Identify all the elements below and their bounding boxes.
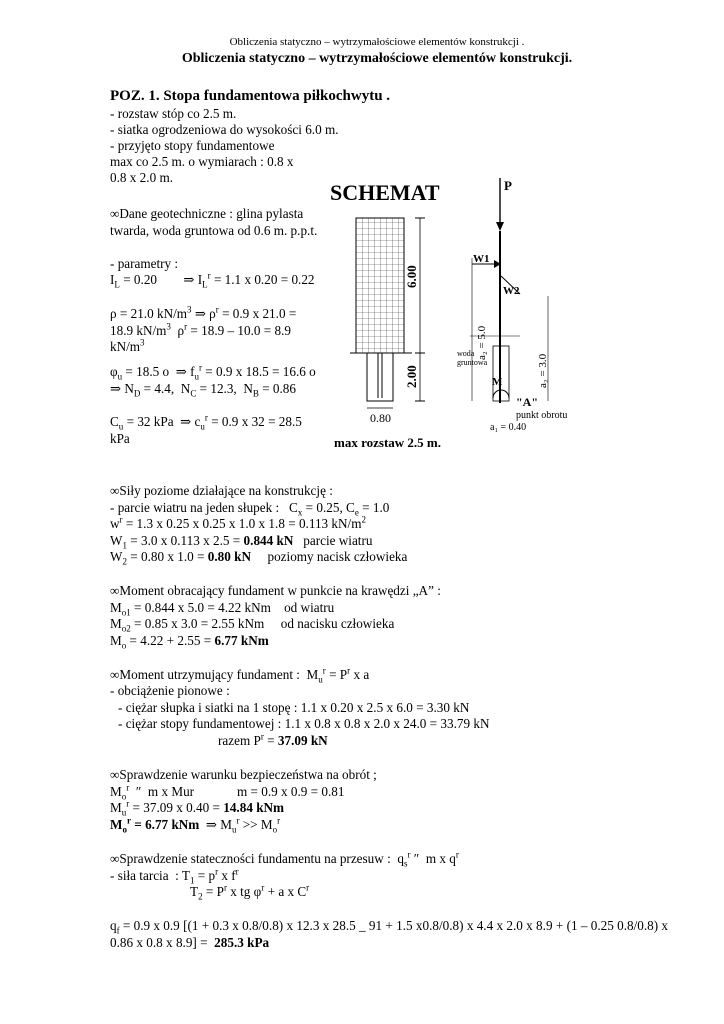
dim-0-80: 0.80 (370, 411, 391, 425)
sliding-check-heading: ∞Sprawdzenie stateczności fundamentu na przesuw : $q_s^r$ ″ m x $q^r$ (110, 849, 459, 869)
label-m: M (492, 376, 503, 388)
foundation-block (367, 353, 393, 401)
label-a: "A" (516, 395, 538, 409)
dim-a2-5: a₂ = 5.0 (476, 325, 488, 360)
intro-line-2: - siatka ogrodzeniowa do wysokości 6.0 m. (110, 122, 339, 137)
label-gruntowa: gruntowa (457, 358, 488, 367)
wind-params: - parcie wiatru na jeden słupek : $C_x = 0.25$, $C_e = 1.0$ (110, 500, 390, 518)
document-heading: Obliczenia statyczno – wytrzymałościowe elementów konstrukcji. (181, 51, 573, 66)
mo-total: $M_o = 4.22 + 2.55 = 6.77$ kNm (110, 633, 269, 651)
param-cu: $C_u = 32$ kPa ⇒ $c_u^r = 0.9$ x 32 = 28.5 kPa (110, 412, 302, 446)
mo1-line: $M_{o1} = 0.844$ x 5.0 = 4.22 kNm od wiatru (110, 600, 335, 618)
overturn-check-heading: ∞Sprawdzenie warunku bezpieczeństwa na obrót ; (110, 767, 377, 782)
moment-o-heading: ∞Moment obracający fundament w punkcie na krawędzi „A” : (110, 583, 441, 598)
mu-value: $M_u^r = 37.09$ x 0.40 = 14.84 kNm (110, 798, 285, 818)
total-load: razem $P^r = 37.09$ kN (218, 731, 328, 748)
mo2-line: $M_{o2} = 0.85$ x 3.0 = 2.55 kNm od nacisku człowieka (110, 616, 395, 634)
params-label: - parametry : (110, 256, 179, 271)
moment-u-heading: ∞Moment utrzymujący fundament : $M_u^r = P^r$ x a (110, 665, 370, 685)
vertical-load-label: - obciążenie pionowe : (110, 683, 230, 698)
dim-a2-3: a₂ = 3.0 (537, 353, 549, 388)
wind-pressure: $w^r = 1.3$ x 0.25 x 0.25 x 1.0 x 1.8 = 0.113 $kN/m^2$ (110, 514, 366, 531)
qf-formula: $q_f = 0.9$ x 0.9 [(1 + 0.3 x 0.8/0.8) x 12.3 x 28.5 _ 91 + 1.5 x0.8/0.8) x 4.4 x 2.0 x 8.9 + (1 – 0.25 0.8/0.8) x 0.86 x 0.8 x 8.9] = 285.3 kPa (110, 918, 669, 950)
overturn-result: $M_o^r = 6.77$ kNm ⇒ $M_u^r >> M_o^r$ (110, 815, 281, 835)
weight-foundation: - ciężar stopy fundamentowej : 1.1 x 0.8 x 0.8 x 2.0 x 24.0 = 33.79 kN (118, 716, 490, 731)
weight-post: - ciężar słupka i siatki na 1 stopę : 1.1 x 0.20 x 2.5 x 6.0 = 3.30 kN (118, 700, 470, 715)
schemat-title: SCHEMAT (330, 180, 440, 205)
w1-value: $W_1 = 3.0$ x 0.113 x 2.5 = 0.844 kN parcie wiatru (110, 533, 373, 551)
param-il: $I_L = 0.20$ ⇒ $I_L^r = 1.1$ x 0.20 = 0.22 (110, 270, 315, 290)
label-w2: W2 (503, 285, 520, 297)
param-rho: ρ = 21.0 $kN/m^3$ ⇒ $\rho^r = 0.9$ x 21.0 = 18.9 $kN/m^3$ $\rho^r = 18.9 - 10.0 = 8.9$ $kN/m^3$ (110, 304, 297, 354)
w2-value: $W_2 = 0.80$ x 1.0 = 0.80 kN poziomy nacisk człowieka (110, 549, 408, 567)
label-a1: a₁ = 0.40 (490, 422, 527, 433)
intro-line-3: - przyjęto stopy fundamentowe (110, 138, 275, 153)
schemat-caption: max rozstaw 2.5 m. (334, 435, 441, 448)
friction-t1: - siła tarcia : $T_1 = p^r$ x $f^r$ (110, 866, 239, 886)
dim-6-00: 6.00 (404, 265, 419, 288)
param-phi: $\varphi_u = 18.5$ o ⇒ $f_u^r = 0.9$ x 18.5 = 16.6 o ⇒ $N_D = 4.4$, $N_C = 12.3$, $N_B = 0.86$ (110, 362, 316, 399)
forces-heading: ∞Siły poziome działające na konstrukcję : (110, 483, 333, 498)
running-header: Obliczenia statyczno – wytrzymałościowe elementów konstrukcji . (229, 36, 525, 48)
dim-2-00: 2.00 (404, 365, 419, 388)
fence-mesh (356, 218, 404, 353)
label-p: P (504, 178, 512, 193)
intro-line-4: max co 2.5 m. o wymiarach : 0.8 x (110, 154, 294, 169)
friction-t2: $T_2 = P^r$ x tg $\varphi^r + a$ x $C^r$ (190, 882, 310, 902)
intro-line-1: - rozstaw stóp co 2.5 m. (110, 106, 237, 121)
geotech-heading: ∞Dane geotechniczne : glina pylasta twarda, woda gruntowa od 0.6 m. p.p.t. (110, 206, 318, 238)
schemat-drawing (320, 168, 600, 448)
overturn-condition: $M_o^r$ ″ m x Mur m = 0.9 x 0.9 = 0.81 (110, 782, 345, 802)
section-title: POZ. 1. Stopa fundamentowa piłkochwytu . (110, 88, 391, 104)
intro-line-5: 0.8 x 2.0 m. (110, 170, 174, 185)
label-w1: W1 (473, 253, 490, 265)
label-punkt-obrotu: punkt obrotu (516, 410, 568, 421)
label-woda: woda (457, 349, 475, 358)
